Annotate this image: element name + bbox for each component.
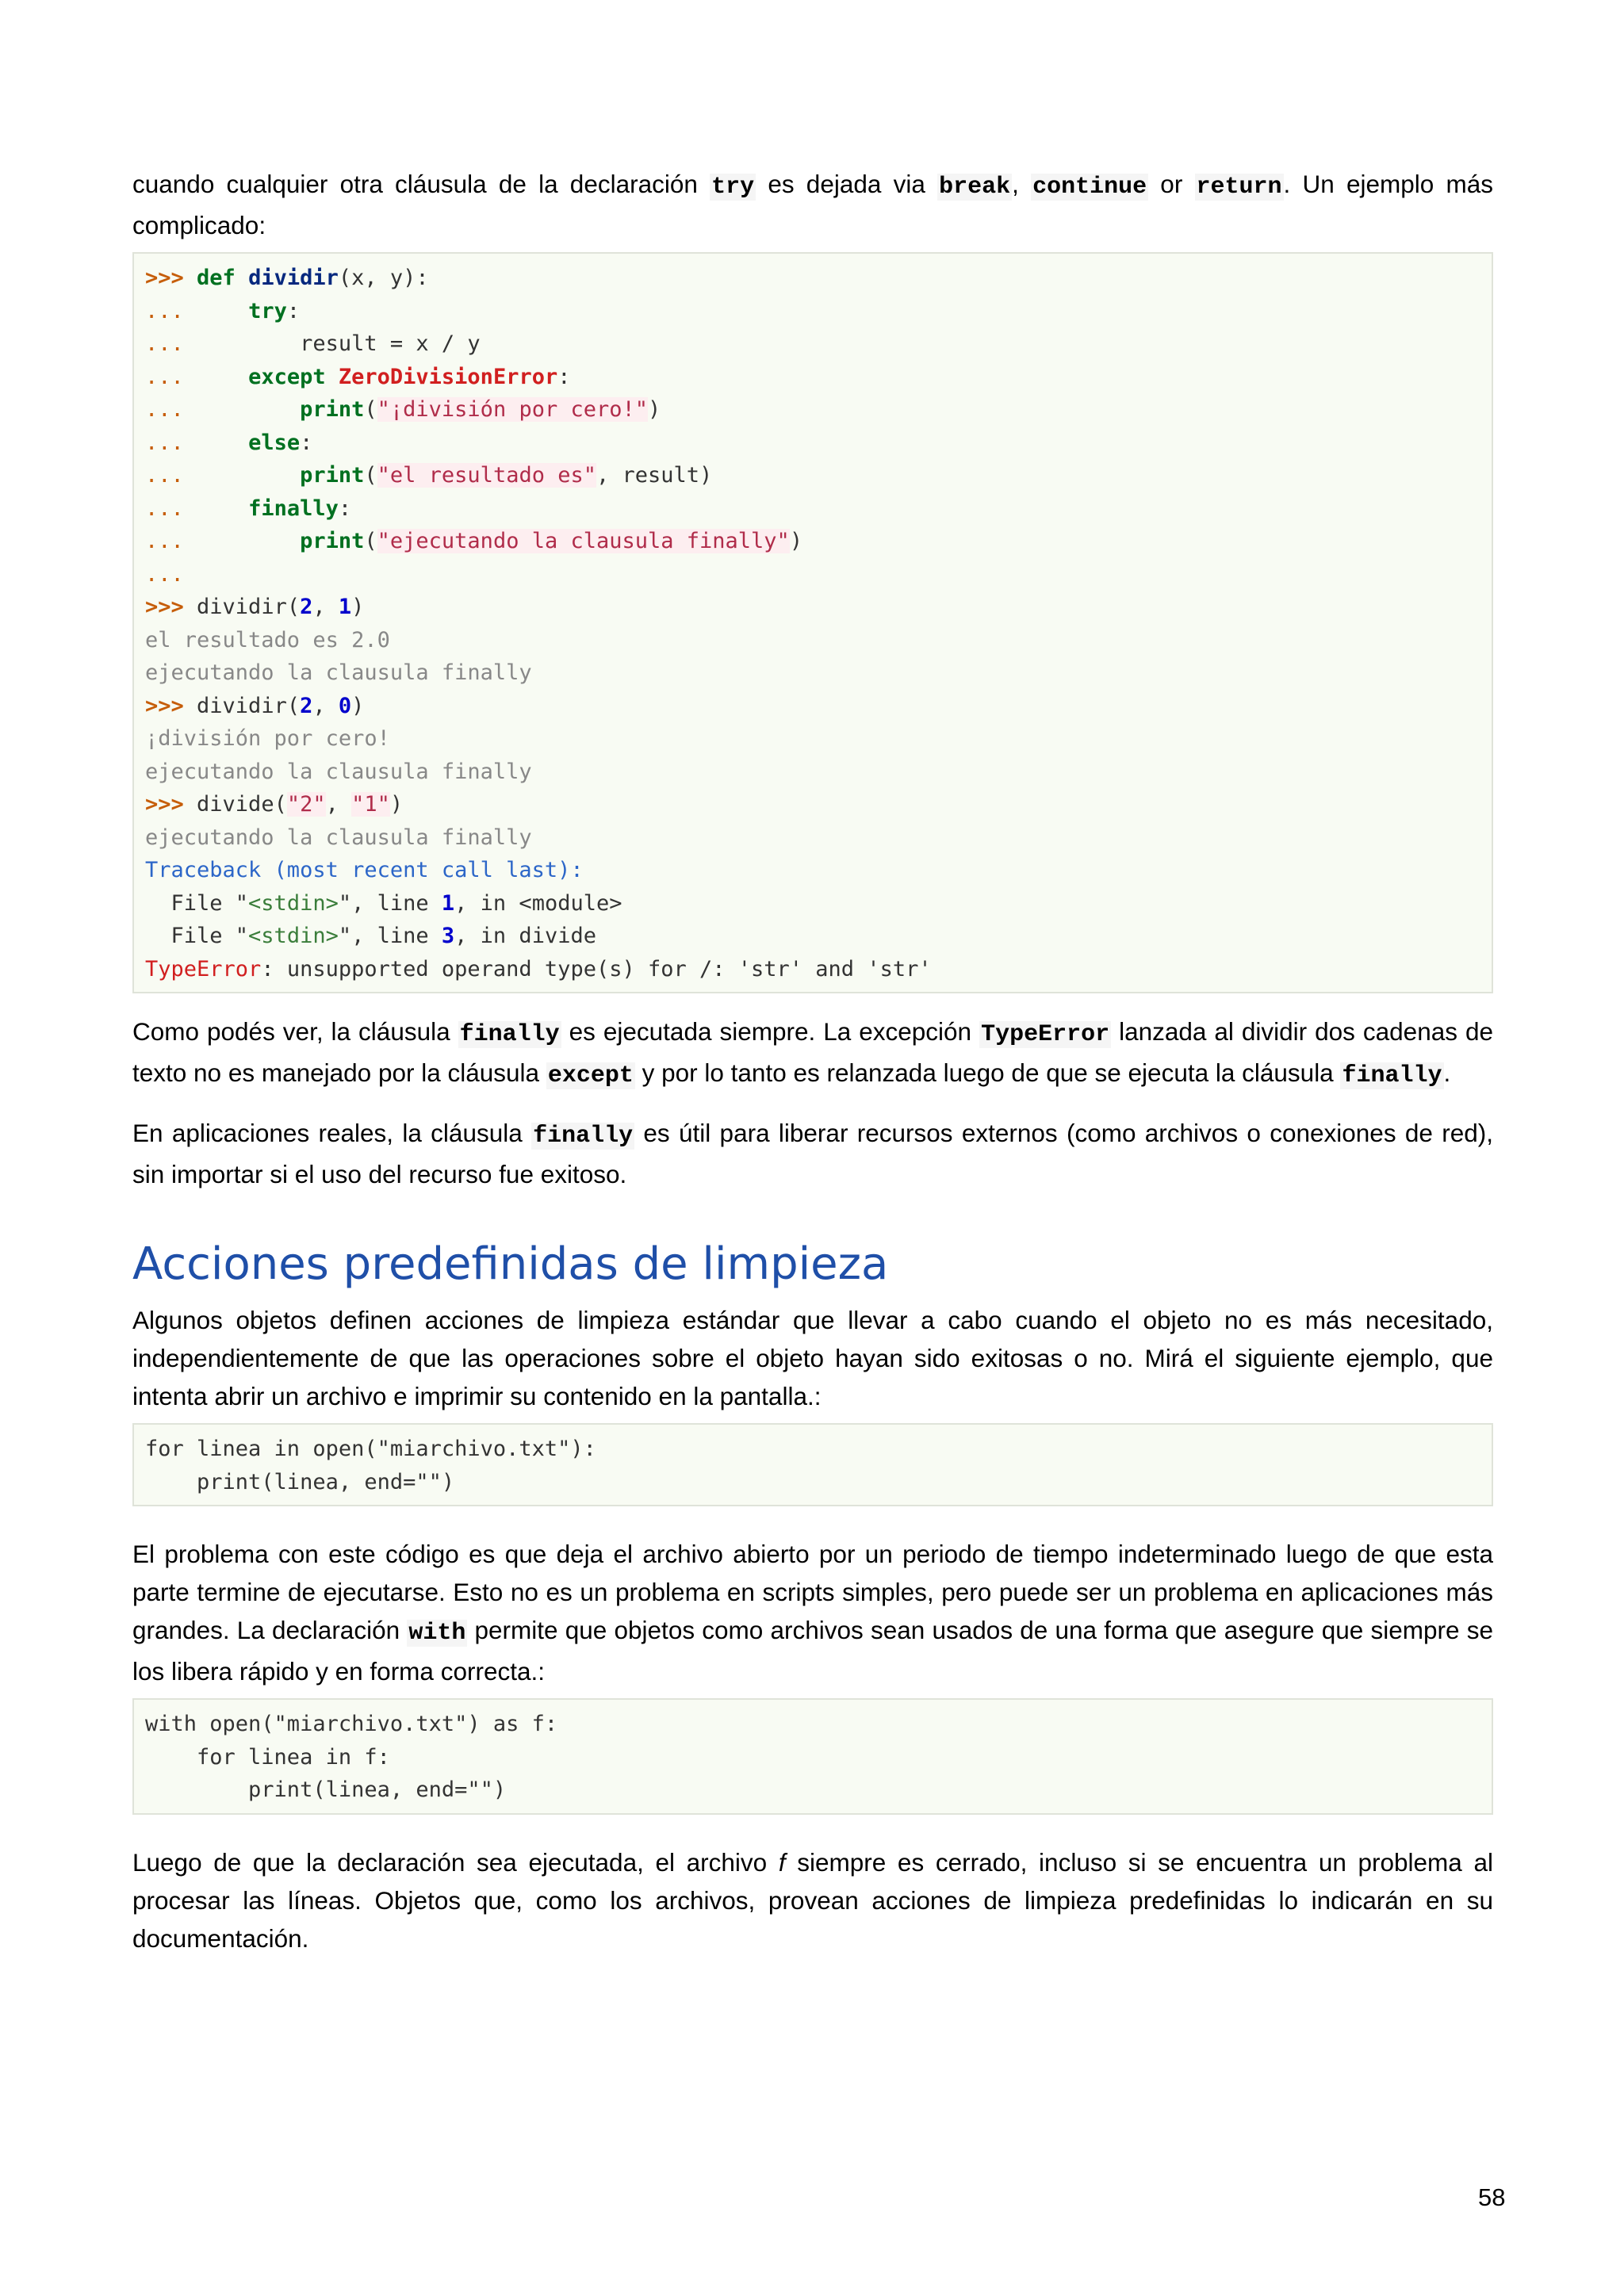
function-name: dividir xyxy=(248,266,339,290)
string-literal: "2" xyxy=(286,792,326,817)
code-text: ( xyxy=(364,397,377,422)
text: lanzada al dividir dos cadenas de texto no es manejado por la cláusula xyxy=(132,1017,1494,1087)
traceback-line xyxy=(145,920,1480,953)
prompt: ... xyxy=(145,561,184,587)
page-number: 58 xyxy=(1478,2183,1506,2211)
traceback-file: <stdin> xyxy=(248,890,339,916)
code-text: ) xyxy=(351,693,365,718)
string-literal: "1" xyxy=(351,792,390,817)
traceback-header: Traceback (most recent call last): xyxy=(145,858,584,882)
code-block-for-open xyxy=(132,1423,1493,1506)
prompt: ... xyxy=(145,463,184,488)
text: es ejecutada siempre. La excepción xyxy=(561,1017,980,1046)
code-text: ) xyxy=(389,792,404,817)
inline-code: TypeError xyxy=(981,1021,1110,1048)
code-line xyxy=(145,690,1480,723)
paragraph-finally-explanation xyxy=(132,1012,1493,1095)
code-line xyxy=(145,327,1480,361)
prompt: >>> xyxy=(145,266,184,290)
text: y por lo tanto es relanzada luego de que se ejecuta la cláusula xyxy=(634,1058,1341,1087)
inline-code: break xyxy=(939,174,1011,201)
paragraph-cleanup-intro: Algunos objetos definen acciones de limpieza estándar que llevar a cabo cuando el objeto no es más necesitado, independientemente de que las operaciones sobre el objeto hayan sido exitosas o no. Mirá el siguiente ejemplo, que intenta abrir un archivo e imprimir su contenido en la pantalla.: xyxy=(132,1306,1493,1410)
text: Luego de que la declaración sea ejecutada, el archivo xyxy=(132,1847,779,1877)
prompt: >>> xyxy=(145,792,184,817)
builtin: print xyxy=(300,397,365,422)
emphasis: f xyxy=(778,1847,786,1877)
text: , xyxy=(1012,170,1032,198)
prompt: ... xyxy=(145,298,184,323)
code-text: dividir( xyxy=(183,595,301,619)
prompt: ... xyxy=(145,397,184,422)
code-text: ) xyxy=(789,529,803,553)
code-text: File " xyxy=(145,924,249,948)
code-line: print(linea, end="") xyxy=(145,1469,455,1494)
code-text: , xyxy=(312,595,339,619)
code-text: ( xyxy=(364,529,377,553)
intro-paragraph xyxy=(132,165,1493,244)
code-text: , xyxy=(312,693,339,718)
code-text: result = x / y xyxy=(300,331,481,356)
output-line: ejecutando la clausula finally xyxy=(145,660,532,685)
text: es dejada via xyxy=(756,170,938,198)
code-text: ( xyxy=(364,463,377,488)
code-line xyxy=(145,393,1480,427)
code-block-with-open xyxy=(132,1698,1493,1815)
code-text: ", line xyxy=(338,924,442,948)
builtin: print xyxy=(300,529,365,553)
exception-name: ZeroDivisionError xyxy=(338,364,558,389)
code-text: : xyxy=(557,364,571,389)
code-line xyxy=(145,262,1480,295)
traceback-line xyxy=(145,887,1480,920)
prompt: ... xyxy=(145,331,184,356)
inline-code: with xyxy=(408,1620,466,1647)
text: En aplicaciones reales, la cláusula xyxy=(132,1119,532,1147)
code-text: , xyxy=(325,792,352,817)
paragraph-closing xyxy=(132,1843,1493,1957)
code-text: ) xyxy=(351,595,365,619)
code-text: divide( xyxy=(183,792,287,817)
output-line: ¡división por cero! xyxy=(145,726,390,751)
number-literal: 0 xyxy=(338,693,352,718)
code-line xyxy=(145,492,1480,526)
text: . xyxy=(1443,1058,1451,1087)
inline-code: continue xyxy=(1032,174,1147,201)
text: cuando cualquier otra cláusula de la declaración xyxy=(132,170,710,198)
keyword: finally xyxy=(248,496,339,521)
error-name: TypeError xyxy=(145,956,262,982)
inline-code: finally xyxy=(533,1123,634,1150)
code-text: , in divide xyxy=(454,924,596,948)
prompt: ... xyxy=(145,496,184,521)
keyword: else xyxy=(248,430,301,455)
code-text: , result) xyxy=(596,463,713,488)
code-line xyxy=(145,591,1480,624)
paragraph-real-applications xyxy=(132,1114,1493,1193)
code-text: ", line xyxy=(338,890,442,916)
code-line: for linea in f: xyxy=(145,1744,390,1770)
code-line xyxy=(145,361,1480,394)
code-line xyxy=(145,788,1480,821)
code-line xyxy=(145,525,1480,558)
keyword: try xyxy=(248,298,287,323)
text: or xyxy=(1148,170,1195,198)
output-line: ejecutando la clausula finally xyxy=(145,759,532,784)
traceback-file: <stdin> xyxy=(248,924,339,948)
code-line xyxy=(145,295,1480,328)
document-page xyxy=(132,165,1493,1957)
string-literal: "ejecutando la clausula finally" xyxy=(377,529,790,553)
code-text: , in <module> xyxy=(454,890,622,916)
text: . Un ejemplo más complicado: xyxy=(132,170,1493,239)
code-text: dividir( xyxy=(183,693,301,718)
keyword: def xyxy=(197,266,236,290)
code-line: with open("miarchivo.txt") as f: xyxy=(145,1712,558,1736)
string-literal: "¡división por cero!" xyxy=(377,397,649,422)
error-line xyxy=(145,953,1480,986)
prompt: >>> xyxy=(145,693,184,718)
text: permite que objetos como archivos sean usados de una forma que asegure que siempre se los libera rápido y en forma correcta.: xyxy=(132,1616,1493,1686)
prompt: ... xyxy=(145,529,184,553)
code-block-dividir xyxy=(132,252,1493,993)
paragraph-with-statement xyxy=(132,1535,1493,1690)
code-line xyxy=(145,558,1480,591)
code-line: print(linea, end="") xyxy=(145,1777,507,1802)
inline-code: finally xyxy=(459,1021,560,1048)
code-text: (x, y): xyxy=(338,266,429,290)
inline-code: finally xyxy=(1342,1062,1442,1089)
text: siempre es cerrado, incluso si se encuentra un problema al procesar las líneas. Objetos que, como los archivos, provean acciones de limpieza predefinidas lo indicarán en su documentación. xyxy=(132,1847,1493,1953)
code-text: : unsupported operand type(s) for /: 'str' and 'str' xyxy=(261,956,932,982)
inline-code: except xyxy=(547,1062,634,1089)
code-text: : xyxy=(300,430,313,455)
prompt: ... xyxy=(145,430,184,455)
string-literal: "el resultado es" xyxy=(377,463,596,488)
output-line: el resultado es 2.0 xyxy=(145,627,390,652)
builtin: print xyxy=(300,463,365,488)
code-text: ) xyxy=(648,397,661,422)
text: Como podés ver, la cláusula xyxy=(132,1017,458,1046)
inline-code: return xyxy=(1196,174,1282,201)
prompt: >>> xyxy=(145,595,184,619)
text: es útil para liberar recursos externos (como archivos o conexiones de red), sin importar si el uso del recurso fue exitoso. xyxy=(132,1119,1493,1188)
text: El problema con este código es que deja el archivo abierto por un periodo de tiempo indeterminado luego de que esta parte termine de ejecutarse. Esto no es un problema en scripts simples, pero puede ser un problema en aplicaciones más grandes. La declaración xyxy=(132,1540,1493,1644)
keyword: except xyxy=(248,364,326,389)
section-heading: Acciones predefinidas de limpieza xyxy=(132,1238,889,1290)
code-line xyxy=(145,459,1480,492)
code-text: : xyxy=(338,496,352,521)
prompt: ... xyxy=(145,364,184,389)
inline-code: try xyxy=(711,174,755,201)
code-text: : xyxy=(286,298,301,323)
code-text: File " xyxy=(145,890,249,916)
number-literal: 2 xyxy=(300,693,313,718)
number-literal: 2 xyxy=(300,595,313,619)
output-line: ejecutando la clausula finally xyxy=(145,825,532,850)
number-literal: 1 xyxy=(338,595,352,619)
number-literal: 1 xyxy=(441,890,455,916)
number-literal: 3 xyxy=(441,924,455,948)
code-line xyxy=(145,427,1480,460)
code-line: for linea in open("miarchivo.txt"): xyxy=(145,1437,596,1461)
